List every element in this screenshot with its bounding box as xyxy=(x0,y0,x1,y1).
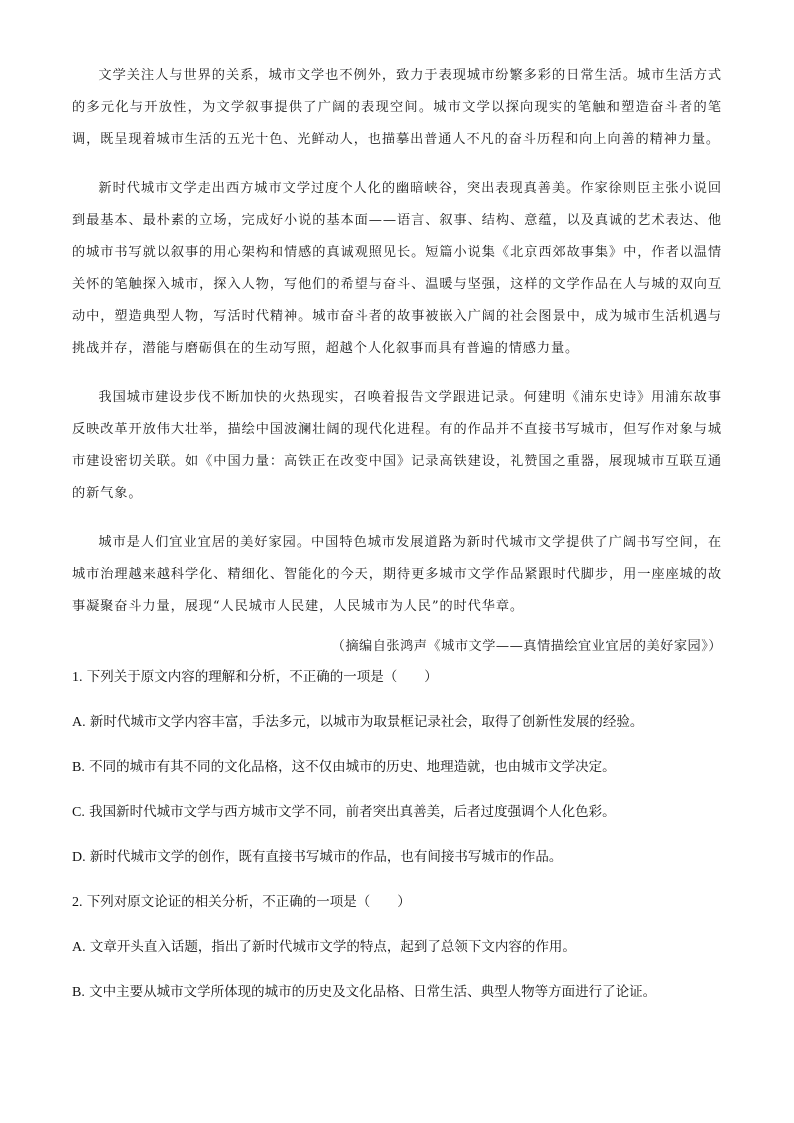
option-letter: B. xyxy=(72,985,85,1000)
passage-paragraph-2: 新时代城市文学走出西方城市文学过度个人化的幽暗峡谷，突出表现真善美。作家徐则臣主张小说回到最基本、最朴素的立场，完成好小说的基本面——语言、叙事、结构、意蕴，以及真诚的艺术表达、他的城市书写就以叙事的用心架构和情感的真诚观照见长。短篇小说集《北京西郊故事集》中，作者以温情关怀的笔触探入城市，探入人物，写他们的希望与奋斗、温暖与坚强，这样的文学作品在人与城的双向互动中，塑造典型人物，写活时代精神。城市奋斗者的故事被嵌入广阔的社会图景中，成为城市生活机遇与挑战并存，潜能与磨砺俱在的生动写照，超越个人化叙事而具有普遍的情感力量。 xyxy=(72,181,722,356)
questions-section xyxy=(72,666,722,1004)
question-2-text: 下列对原文论证的相关分析，不正确的一项是（ ） xyxy=(86,894,411,910)
passage-source: （摘编自张鸿声《城市文学——真情描绘宜业宜居的美好家园》） xyxy=(331,639,722,654)
option-letter: A. xyxy=(72,715,86,730)
reading-passage xyxy=(72,60,722,663)
passage-paragraph-1: 文学关注人与世界的关系，城市文学也不例外，致力于表现城市纷繁多彩的日常生活。城市生活方式的多元化与开放性，为文学叙事提供了广阔的表现空间。城市文学以探向现实的笔触和塑造奋斗者的笔调，既呈现着城市生活的五光十色、光鲜动人，也描摹出普通人不凡的奋斗历程和向上向善的精神力量。 xyxy=(72,68,722,147)
passage-paragraph-3: 我国城市建设步伐不断加快的火热现实，召唤着报告文学跟进记录。何建明《浦东史诗》用浦东故事反映改革开放伟大壮举，描绘中国波澜壮阔的现代化进程。有的作品并不直接书写城市，但写作对象与城市建设密切关联。如《中国力量：高铁正在改变中国》记录高铁建设，礼赞国之重器，展现城市互联互通的新气象。 xyxy=(72,390,722,501)
option-letter: B. xyxy=(72,760,85,775)
option-text: 新时代城市文学内容丰富，手法多元，以城市为取景框记录社会，取得了创新性发展的经验。 xyxy=(89,714,644,730)
question-2-option-a[interactable] xyxy=(72,936,722,959)
question-1-option-d[interactable] xyxy=(72,846,722,869)
question-1-text: 下列关于原文内容的理解和分析，不正确的一项是（ ） xyxy=(86,669,438,685)
option-letter: C. xyxy=(72,805,85,820)
question-1-option-b[interactable] xyxy=(72,756,722,779)
option-letter: A. xyxy=(72,940,86,955)
passage-paragraph-4: 城市是人们宜业宜居的美好家园。中国特色城市发展道路为新时代城市文学提供了广阔书写空间，在城市治理越来越科学化、精细化、智能化的今天，期待更多城市文学作品紧跟时代脚步，用一座座城的故事凝聚奋斗力量，展现“人民城市人民建，人民城市为人民”的时代华章。 xyxy=(72,535,722,614)
option-text: 我国新时代城市文学与西方城市文学不同，前者突出真善美，后者过度强调个人化色彩。 xyxy=(89,804,616,820)
question-2-option-b[interactable] xyxy=(72,981,722,1004)
question-1-stem xyxy=(72,666,722,689)
option-text: 文中主要从城市文学所体现的城市的历史及文化品格、日常生活、典型人物等方面进行了论证。 xyxy=(89,984,657,1000)
option-text: 文章开头直入话题，指出了新时代城市文学的特点，起到了总领下文内容的作用。 xyxy=(89,939,576,955)
question-2-stem xyxy=(72,891,722,914)
question-1-option-a[interactable] xyxy=(72,711,722,734)
question-1-option-c[interactable] xyxy=(72,801,722,824)
question-2-number: 2. xyxy=(72,895,83,910)
option-letter: D. xyxy=(72,850,86,865)
option-text: 不同的城市有其不同的文化品格，这不仅由城市的历史、地理造就，也由城市文学决定。 xyxy=(89,759,616,775)
option-text: 新时代城市文学的创作，既有直接书写城市的作品，也有间接书写城市的作品。 xyxy=(89,849,563,865)
question-1-number: 1. xyxy=(72,670,83,685)
exam-page xyxy=(72,60,722,1026)
